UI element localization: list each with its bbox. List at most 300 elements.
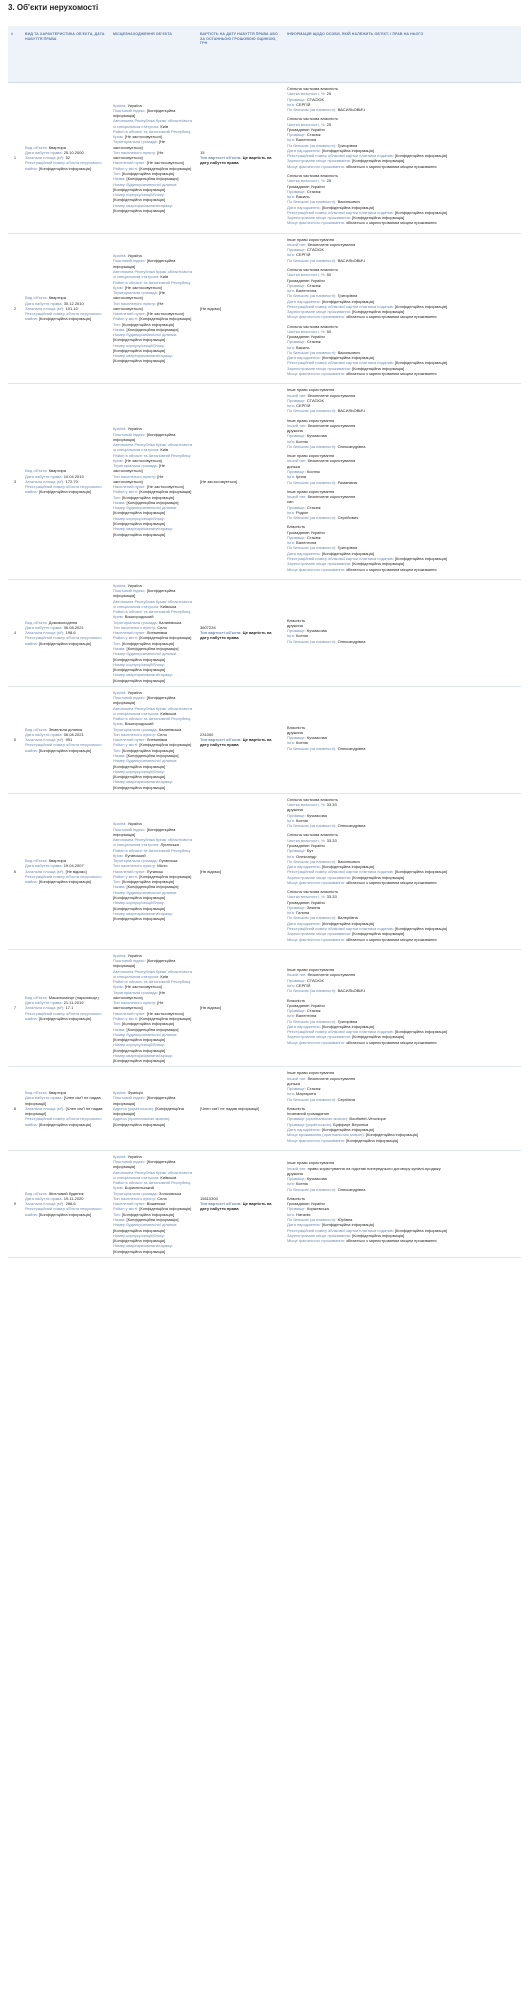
table-row [8, 1150, 521, 1257]
row-number: 8 [8, 1067, 22, 1150]
field-label: Ім'я: [287, 540, 295, 546]
location-cell [110, 83, 197, 234]
owners-cell [284, 83, 521, 234]
field-label: Поштовий індекс: [113, 258, 146, 264]
field-value: [Конфіденційна інформація] [321, 550, 374, 556]
field-label: Зареєстроване місце проживання: [287, 561, 351, 567]
object-cell [22, 1067, 110, 1150]
field-value: [Конфіденційна інформація] [113, 358, 166, 364]
field-line [113, 1095, 194, 1106]
field-value: [Конфіденційна інформація] [113, 1047, 166, 1053]
field-value: безоплатне користування [307, 1075, 356, 1081]
field-value: безоплатне користування [307, 422, 356, 428]
object-cell [22, 793, 110, 949]
field-label: Реєстраційний номер облікової картки платника податків: [287, 1029, 394, 1035]
field-value: Стасюк [306, 534, 321, 540]
field-label: Тип: [113, 494, 121, 500]
field-label: Прізвище (оригінальною мовою): [287, 1116, 349, 1122]
field-value: [Конфіденційна інформація] [321, 1023, 374, 1029]
field-value: [Не відомо] [200, 868, 221, 874]
field-value: Луганський [124, 852, 146, 858]
field-label: Тип: [113, 640, 121, 646]
field-label: Назва: [113, 645, 126, 651]
field-label: Країна: [113, 821, 127, 827]
field-label: Номер будинку/земельної ділянки: [113, 1031, 178, 1037]
field-value: СЕРГІЙ [296, 252, 311, 258]
field-value: [Конфіденційна інформація] [139, 635, 192, 641]
field-value: [Конфіденційна інформація] [113, 1105, 184, 1117]
owner-group [287, 998, 518, 1045]
field-value: Григорівна [337, 293, 358, 299]
field-line [287, 937, 518, 942]
field-line [113, 1233, 194, 1244]
field-label: Зареєстроване місце проживання: [287, 365, 351, 371]
field-label: Населений пункт: [113, 630, 146, 636]
field-label: Частка власності, %: [287, 894, 326, 900]
field-label: Населений пункт: [113, 1201, 146, 1207]
field-value: [Конфіденційна інформація] [139, 489, 192, 495]
field-label: Населений пункт: [113, 160, 146, 166]
field-value: СТАСЮК [306, 397, 324, 403]
field-value: дружина [287, 428, 303, 434]
field-line [287, 480, 518, 485]
field-line [113, 1180, 194, 1191]
field-value: Стасюк [306, 132, 321, 138]
field-value: [Не застосовується] [113, 473, 164, 484]
field-value: [Конфіденційна інформація] [121, 321, 174, 327]
field-label: Номер корпусу/секції/блоку: [113, 515, 165, 521]
field-label: Район в області та Автономній Республіці Крим: [113, 279, 191, 290]
owner-group [287, 797, 518, 829]
field-label: Реєстраційний номер облікової картки платника податків: [287, 153, 394, 159]
field-value: [Член сім'ї не надав інформації] [25, 1105, 103, 1117]
field-line [25, 874, 107, 885]
field-label: По батькові (за наявності): [287, 257, 337, 263]
field-value: Спільна часткова власність [287, 889, 339, 895]
field-value: Олександрівна [337, 638, 366, 644]
location-cell [110, 233, 197, 384]
field-label: По батькові (за наявності): [287, 1018, 337, 1024]
field-value: Калинівська [158, 726, 182, 732]
field-value: Григорівна [337, 142, 358, 148]
field-line [113, 662, 194, 673]
field-line [287, 314, 518, 319]
object-cell [22, 233, 110, 384]
owner-group [287, 618, 518, 644]
field-label: Територіальна громада: [113, 290, 158, 296]
field-label: Прізвище: [287, 1008, 306, 1014]
field-line [25, 1106, 107, 1117]
field-value: СТАСЮК [306, 96, 324, 102]
field-label: Тип населеного пункту: [113, 624, 157, 630]
field-value: Вишгородський [124, 721, 154, 727]
field-value: [Конфіденційна інформація] [321, 920, 374, 926]
field-value: [Конфіденційна інформація] [113, 1037, 166, 1043]
field-label: Номер будинку/земельної ділянки: [113, 1222, 178, 1228]
field-label: По батькові (за наявності): [287, 293, 337, 299]
field-value: [Конфіденційна інформація] [38, 879, 91, 885]
owners-cell [284, 384, 521, 580]
field-label: Поштовий індекс: [113, 826, 146, 832]
field-label: Номер будинку/земельної ділянки: [113, 181, 178, 187]
field-label: Номер корпусу/секції/блоку: [113, 661, 165, 667]
field-value: [Конфіденційна інформація] [121, 879, 174, 885]
field-value: [Не застосовується] [124, 284, 162, 290]
field-label: Територіальна громада: [113, 1190, 158, 1196]
field-value: Житловий будинок [48, 1190, 84, 1196]
field-label: Тип населеного пункту: [113, 473, 157, 479]
field-label: Район в області та Автономній Республіці Крим: [113, 1180, 191, 1191]
field-value: збігається з зареєстрованим місцем проживання [346, 936, 437, 942]
field-value: [Конфіденційна інформація] [38, 747, 91, 753]
field-value: 50 [326, 328, 332, 334]
field-value: [Конфіденційна інформація] [113, 258, 176, 269]
location-cell [110, 793, 197, 949]
owners-cell [284, 579, 521, 686]
field-label: Ім'я: [287, 101, 295, 107]
field-value: Квартира [48, 468, 67, 474]
field-value: [Конфіденційна інформація] [113, 347, 166, 353]
field-label: Інший тип: [287, 972, 307, 978]
field-label: Ім'я: [287, 137, 295, 143]
field-value: збігається з зареєстрованим місцем проживання [346, 314, 437, 320]
field-line [113, 890, 194, 901]
field-label: По батькові (за наявності): [287, 638, 337, 644]
field-value: Село [157, 624, 167, 630]
field-value: Власність [287, 724, 306, 730]
field-value: Спільна часткова власність [287, 832, 339, 838]
field-label: Зареєстроване місце проживання: [287, 1034, 351, 1040]
field-value: Київ [160, 274, 169, 280]
field-label: Вид об'єкта: [25, 858, 48, 864]
field-line [113, 758, 194, 769]
field-label: Частка власності, %: [287, 121, 326, 127]
field-value: 25.10.2000 [63, 149, 84, 155]
field-value: Юріївна [337, 1217, 353, 1222]
field-label: Район в області та Автономній Республіці Крим: [113, 979, 191, 990]
owners-cell [284, 1150, 521, 1257]
field-label: Вид об'єкта: [25, 1090, 48, 1096]
field-value: Стасюк [306, 339, 321, 345]
field-label: Прізвище: [287, 188, 306, 194]
field-label: Ім'я: [287, 288, 295, 294]
field-value: [Конфіденційна інформація] [126, 326, 179, 332]
owner-group [287, 237, 518, 263]
field-value: [Конфіденційна інформація] [113, 656, 166, 662]
field-line [113, 474, 194, 485]
field-value: [Конфіденційна інформація] [352, 874, 405, 880]
field-value: СЕРГІЙ [296, 101, 311, 107]
field-value: [Конфіденційна інформація] [321, 1127, 374, 1133]
field-label: Номер будинку/земельної ділянки: [113, 758, 178, 764]
field-value: 3607228 [200, 624, 216, 630]
field-line [113, 505, 194, 516]
field-line [113, 599, 194, 610]
field-value: Квартира [48, 144, 67, 150]
field-value: 10.04.2019 [63, 473, 84, 479]
field-label: Територіальна громада: [113, 463, 158, 469]
field-label: Країна: [113, 1090, 127, 1096]
field-value: Власність [287, 997, 306, 1003]
field-value: [Конфіденційна інформація] [113, 1227, 166, 1233]
field-label: Частка власності, %: [287, 837, 326, 843]
field-line [113, 301, 194, 312]
field-value: Спільна часткова власність [287, 116, 339, 122]
field-value: [Конфіденційна інформація] [113, 1095, 176, 1106]
field-label: Місце фактичного проживання: [287, 879, 345, 885]
field-value: [Конфіденційна інформація] [113, 1058, 166, 1064]
owner-group [287, 489, 518, 521]
field-line [287, 371, 518, 376]
field-label: Частка власності, %: [287, 272, 326, 278]
section-title: 3. Об'єкти нерухомості [8, 3, 99, 12]
field-value: 15 [200, 149, 205, 155]
field-value: [Конфіденційна інформація] [113, 826, 176, 837]
field-value: Олександрівна [337, 823, 366, 829]
owner-group [287, 832, 518, 885]
field-value: дружина [287, 622, 303, 628]
field-line [113, 203, 194, 214]
field-label: Поштовий індекс: [113, 958, 146, 964]
field-line [287, 1138, 518, 1143]
field-value: [Конфіденційна інформація] [352, 158, 405, 164]
field-label: Реєстраційний номер об'єкта нерухомого майна: [25, 635, 102, 646]
field-label: Номер квартири/кімнати/гаражу: [113, 526, 174, 532]
field-label: Населений пункт: [113, 1010, 146, 1016]
field-label: По батькові (за наявності): [287, 858, 337, 864]
row-number: 5 [8, 686, 22, 793]
field-value: Bouffartet-Veronique [349, 1116, 386, 1122]
field-value: Київ [160, 447, 169, 453]
field-line [113, 716, 194, 727]
field-value: [Член сім'ї не надав інформації] [200, 1105, 260, 1111]
field-line [113, 1222, 194, 1233]
field-line [287, 823, 518, 828]
field-label: Зареєстроване місце проживання: [287, 309, 351, 315]
field-label: Прізвище: [287, 96, 306, 102]
field-line [25, 311, 107, 322]
field-line [200, 1201, 281, 1212]
field-value: [Конфіденційна інформація] [113, 521, 166, 527]
field-label: Країна: [113, 253, 127, 259]
field-value: Стасюк [306, 1008, 321, 1014]
field-label: Реєстраційний номер об'єкта нерухомого майна: [25, 311, 102, 322]
field-label: Загальна площа (м²): [25, 630, 65, 636]
field-value: [Конфіденційна інформація] [394, 869, 447, 875]
field-label: Дата народження: [287, 864, 321, 870]
field-line [287, 164, 518, 169]
field-value: [Конфіденційна інформація] [113, 905, 166, 911]
field-value: Литвинівка [146, 630, 168, 636]
row-number: 9 [8, 1150, 22, 1257]
field-value: Це вартість на дату набуття права [200, 737, 272, 748]
header-cost: ВАРТІСТЬ НА ДАТУ НАБУТТЯ ПРАВА АБО ЗА ОСТАННЬОЮ ГРОШОВОЮ ОЦІНКОЮ, ГРН [197, 26, 284, 83]
field-value: 06.08.2021 [63, 624, 84, 630]
table-row [8, 83, 521, 234]
field-value: 15610300 [200, 1195, 218, 1201]
location-cell [110, 384, 197, 580]
field-label: Реєстраційний номер облікової картки платника податків: [287, 555, 394, 561]
field-label: Поштовий індекс: [113, 431, 146, 437]
field-label: По батькові (за наявності): [287, 988, 337, 994]
object-cell [22, 686, 110, 793]
field-value: [Конфіденційна інформація] [121, 640, 174, 646]
field-label: Район в області та Автономній Республіці Крим: [113, 609, 191, 620]
field-line [113, 1243, 194, 1254]
field-value: Інше право користування [287, 387, 335, 393]
field-line [113, 463, 194, 474]
field-label: Реєстраційний номер об'єкта нерухомого майна: [25, 160, 102, 171]
owner-group [287, 1106, 518, 1143]
field-value: Маргарита [296, 1091, 316, 1097]
field-label: Інший тип: [287, 241, 307, 247]
field-line [113, 269, 194, 280]
field-value: Домоволодіння [48, 619, 78, 625]
field-value: [Конфіденційна інформація] [113, 916, 166, 922]
field-value: [Конфіденційна інформація] [113, 667, 166, 673]
field-line [287, 639, 518, 644]
field-value: Інше право користування [287, 236, 335, 242]
field-line [200, 1106, 281, 1111]
field-label: Дата народження: [287, 204, 321, 210]
owner-group [287, 524, 518, 571]
field-value: [Конфіденційна інформація] [139, 165, 192, 171]
field-value: [Не застосовується] [146, 484, 184, 490]
field-value: [Не застосовується] [146, 1010, 184, 1016]
field-label: Район у місті: [113, 635, 139, 641]
field-line [113, 651, 194, 662]
field-label: Ім'я: [287, 1091, 295, 1097]
field-value: [Конфіденційна інформація] [321, 355, 374, 361]
field-value: [Конфіденційна інформація] [38, 1015, 91, 1021]
field-value: Квартира [48, 295, 67, 301]
owner-group [287, 1070, 518, 1102]
field-line [287, 258, 518, 263]
field-label: Номер будинку/земельної ділянки: [113, 505, 178, 511]
field-label: Номер будинку/земельної ділянки: [113, 889, 178, 895]
field-line [113, 182, 194, 193]
field-label: Територіальна громада: [113, 989, 158, 995]
field-label: Номер квартири/кімнати/гаражу: [113, 202, 174, 208]
field-line [113, 516, 194, 527]
field-value: 286.6 [65, 1201, 76, 1207]
field-value: Валентина [296, 1013, 317, 1019]
field-line [113, 900, 194, 911]
field-line [113, 588, 194, 599]
field-value: 50 [326, 272, 332, 278]
field-line [287, 444, 518, 449]
field-value: [Конфіденційна інформація] [139, 1015, 192, 1021]
header-number: # [8, 26, 22, 83]
field-label: Тип: [113, 321, 121, 327]
field-label: Тип вартості об'єкта: [200, 630, 242, 636]
field-value: Луганська [160, 842, 179, 848]
field-label: Дата набуття права: [25, 624, 63, 630]
cost-cell [197, 83, 284, 234]
field-label: Місце фактичного проживання: [287, 566, 345, 572]
field-line [287, 746, 518, 751]
field-label: Населений пункт: [113, 484, 146, 490]
field-label: Район у місті: [113, 489, 139, 495]
field-value: [Член сім'ї не надав інформації] [25, 1095, 101, 1106]
field-label: Ім'я: [287, 344, 295, 350]
header-object: ВИД ТА ХАРАКТЕРИСТИКА ОБ'ЄКТА, ДАТА НАБУТТЯ ПРАВА [22, 26, 110, 83]
field-value: Сергіївна [337, 1096, 355, 1102]
field-label: По батькові (за наявності): [287, 479, 337, 485]
field-value: Наталія [296, 1211, 311, 1217]
field-label: Прізвище: [287, 397, 306, 403]
field-label: Інший тип: [287, 458, 307, 464]
table-row [8, 793, 521, 949]
field-label: Район у місті: [113, 316, 139, 322]
field-value: Луганська [158, 858, 178, 864]
field-line [113, 1032, 194, 1043]
field-line [113, 1106, 194, 1117]
field-label: Реєстраційний номер облікової картки платника податків: [287, 1227, 394, 1233]
field-value: [Конфіденційна інформація] [121, 1021, 174, 1027]
location-cell [110, 1067, 197, 1150]
location-cell [110, 579, 197, 686]
cost-cell [197, 1067, 284, 1150]
field-value: Олександр [296, 853, 317, 859]
field-value: [Конфіденційна інформація] [394, 555, 447, 561]
field-label: Загальна площа (м²): [25, 305, 65, 311]
field-value: [Не застосовується] [113, 300, 164, 311]
field-line [287, 107, 518, 112]
field-value: дружина [287, 1170, 303, 1176]
field-value: Громадянин України [287, 843, 325, 848]
field-value: ВАСИЛЬОВИЧ [337, 107, 365, 113]
field-value: [Не застосовується] [146, 160, 184, 166]
field-line [113, 290, 194, 301]
field-value: [Не застосовується] [124, 984, 162, 990]
field-label: Зареєстроване місце проживання: [287, 215, 351, 221]
field-line [113, 432, 194, 443]
field-label: Номер корпусу/секції/блоку: [113, 342, 165, 348]
cost-cell [197, 384, 284, 580]
field-line [25, 1206, 107, 1217]
field-value: 33.33 [326, 802, 337, 808]
location-cell [110, 686, 197, 793]
field-value: [Конфіденційна інформація] [38, 1211, 91, 1217]
field-line [113, 1053, 194, 1064]
field-value: донька [287, 463, 300, 469]
field-value: Васильович [337, 349, 360, 355]
field-value: [Не застосовується] [113, 290, 166, 301]
field-value: [Конфіденційна інформація] [113, 958, 176, 969]
owner-group [287, 1196, 518, 1243]
field-value: [Конфіденційна інформація] [121, 494, 174, 500]
field-label: Реєстраційний номер об'єкта нерухомого майна: [25, 873, 102, 885]
location-cell [110, 949, 197, 1067]
field-value: Спільна часткова власність [287, 86, 339, 91]
field-label: По батькові (за наявності): [287, 1217, 337, 1222]
field-line [113, 150, 194, 161]
field-value: донька [287, 1080, 300, 1086]
field-value: Власність [287, 524, 306, 530]
field-label: Загальна площа (м²): [25, 478, 65, 484]
owner-group [287, 173, 518, 226]
owner-group [287, 267, 518, 320]
field-label: Прізвище: [287, 628, 306, 634]
field-label: Прізвище: [287, 1206, 306, 1212]
field-value: [Конфіденційна інформація] [394, 1227, 447, 1233]
field-line [113, 1000, 194, 1011]
field-label: Прізвище: [287, 812, 306, 818]
field-value: [Конфіденційна інформація] [126, 176, 179, 182]
field-value: [Конфіденційна інформація] [321, 864, 374, 870]
field-value: Васильович [337, 199, 360, 205]
